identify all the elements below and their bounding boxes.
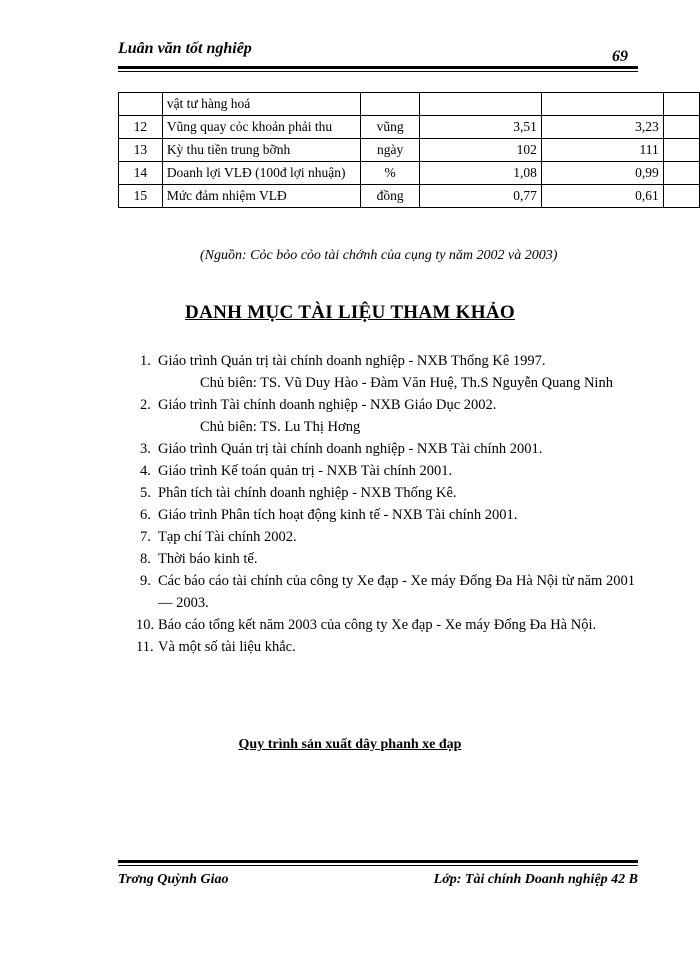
value-extra — [663, 162, 699, 185]
value-extra — [663, 185, 699, 208]
page-number: 69 — [612, 48, 628, 65]
source-note: (Nguồn: Cỏc bỏo cỏo tài chớnh của cụng ty năm 2002 và 2003) — [200, 248, 558, 263]
unit: đồng — [361, 185, 420, 208]
footer-rule — [118, 860, 638, 863]
reference-item — [140, 460, 638, 482]
value-extra — [663, 139, 699, 162]
reference-number: 5. — [140, 485, 151, 501]
reference-number: 4. — [140, 463, 151, 479]
reference-number: 6. — [140, 507, 151, 523]
reference-text: Phân tích tài chính doanh nghiệp - NXB Thống Kê. — [158, 485, 457, 501]
table-row — [119, 185, 700, 208]
table-row — [119, 93, 700, 116]
table-row — [119, 116, 700, 139]
value-2003: 111 — [541, 139, 663, 162]
footer-class: Lớp: Tài chính Doanh nghiệp 42 B — [433, 872, 638, 887]
reference-text: Giáo trình Tài chính doanh nghiệp - NXB Giáo Dục 2002. — [158, 397, 497, 413]
value-2002: 0,77 — [419, 185, 541, 208]
references-title: DANH MỤC TÀI LIỆU THAM KHẢO — [185, 302, 515, 323]
footer-author: Trơng Quỳnh Giao — [118, 872, 229, 887]
reference-number: 3. — [140, 441, 151, 457]
indicator-name: Vũng quay cỏc khoản phải thu — [162, 116, 360, 139]
value-2002: 1,08 — [419, 162, 541, 185]
reference-text: Thời báo kinh tế. — [158, 551, 258, 567]
value-2003: 0,99 — [541, 162, 663, 185]
indicator-name: Mức đảm nhiệm VLĐ — [162, 185, 360, 208]
value-2002: 3,51 — [419, 116, 541, 139]
table-row — [119, 162, 700, 185]
reference-item — [140, 570, 638, 614]
value-2002 — [419, 93, 541, 116]
reference-text: Và một số tài liệu khắc. — [158, 639, 296, 655]
unit — [361, 93, 420, 116]
value-2003 — [541, 93, 663, 116]
reference-editor: Chủ biên: TS. Lu Thị Hơng — [200, 419, 361, 435]
header-rule — [118, 66, 638, 69]
indicator-name: vật tư hàng hoá — [162, 93, 360, 116]
reference-number: 11. — [136, 639, 154, 655]
value-extra — [663, 93, 699, 116]
row-number: 12 — [119, 116, 163, 139]
reference-number: 1. — [140, 353, 151, 369]
row-number: 14 — [119, 162, 163, 185]
footer-rule-thin — [118, 865, 638, 866]
unit: % — [361, 162, 420, 185]
reference-item — [140, 482, 638, 504]
reference-item — [140, 350, 638, 372]
reference-number: 9. — [140, 573, 151, 589]
references-list — [136, 350, 638, 658]
value-extra — [663, 116, 699, 139]
reference-number: 8. — [140, 551, 151, 567]
value-2003: 3,23 — [541, 116, 663, 139]
process-title: Quy trình sản xuất dây phanh xe đạp — [238, 737, 462, 752]
header-title: Luân văn tốt nghiêp — [118, 40, 252, 57]
indicator-name: Doanh lợi VLĐ (100đ lợi nhuận) — [162, 162, 360, 185]
reference-number: 7. — [140, 529, 151, 545]
reference-text: Giáo trình Phân tích hoạt động kinh tế - NXB Tài chính 2001. — [158, 507, 518, 523]
reference-text: Tạp chí Tài chính 2002. — [158, 529, 297, 545]
reference-item — [136, 614, 638, 636]
unit: vũng — [361, 116, 420, 139]
row-number: 13 — [119, 139, 163, 162]
reference-item — [140, 394, 638, 416]
reference-item — [140, 438, 638, 460]
header-rule-thin — [118, 71, 638, 72]
reference-item — [140, 548, 638, 570]
reference-editor: Chủ biên: TS. Vũ Duy Hào - Đàm Văn Huệ, Th.S Nguyễn Quang Ninh — [200, 375, 613, 391]
reference-text: Các báo cáo tài chính của công ty Xe đạp - Xe máy Đống Đa Hà Nội từ năm 2001 — 2003. — [158, 573, 635, 611]
table-row — [119, 139, 700, 162]
reference-number: 10. — [136, 617, 155, 633]
reference-text: Giáo trình Kế toán quản trị - NXB Tài chính 2001. — [158, 463, 453, 479]
value-2002: 102 — [419, 139, 541, 162]
financial-table — [118, 92, 700, 208]
reference-item — [140, 526, 638, 548]
indicator-name: Kỳ thu tiền trung bỡnh — [162, 139, 360, 162]
reference-text: Báo cáo tổng kết năm 2003 của công ty Xe đạp - Xe máy Đống Đa Hà Nội. — [158, 617, 597, 633]
value-2003: 0,61 — [541, 185, 663, 208]
unit: ngày — [361, 139, 420, 162]
row-number — [119, 93, 163, 116]
reference-text: Giáo trình Quản trị tài chính doanh nghiệp - NXB Thống Kê 1997. — [158, 353, 546, 369]
reference-item — [140, 504, 638, 526]
row-number: 15 — [119, 185, 163, 208]
reference-item — [136, 636, 638, 658]
reference-text: Giáo trình Quản trị tài chính doanh nghiệp - NXB Tài chính 2001. — [158, 441, 543, 457]
reference-number: 2. — [140, 397, 151, 413]
